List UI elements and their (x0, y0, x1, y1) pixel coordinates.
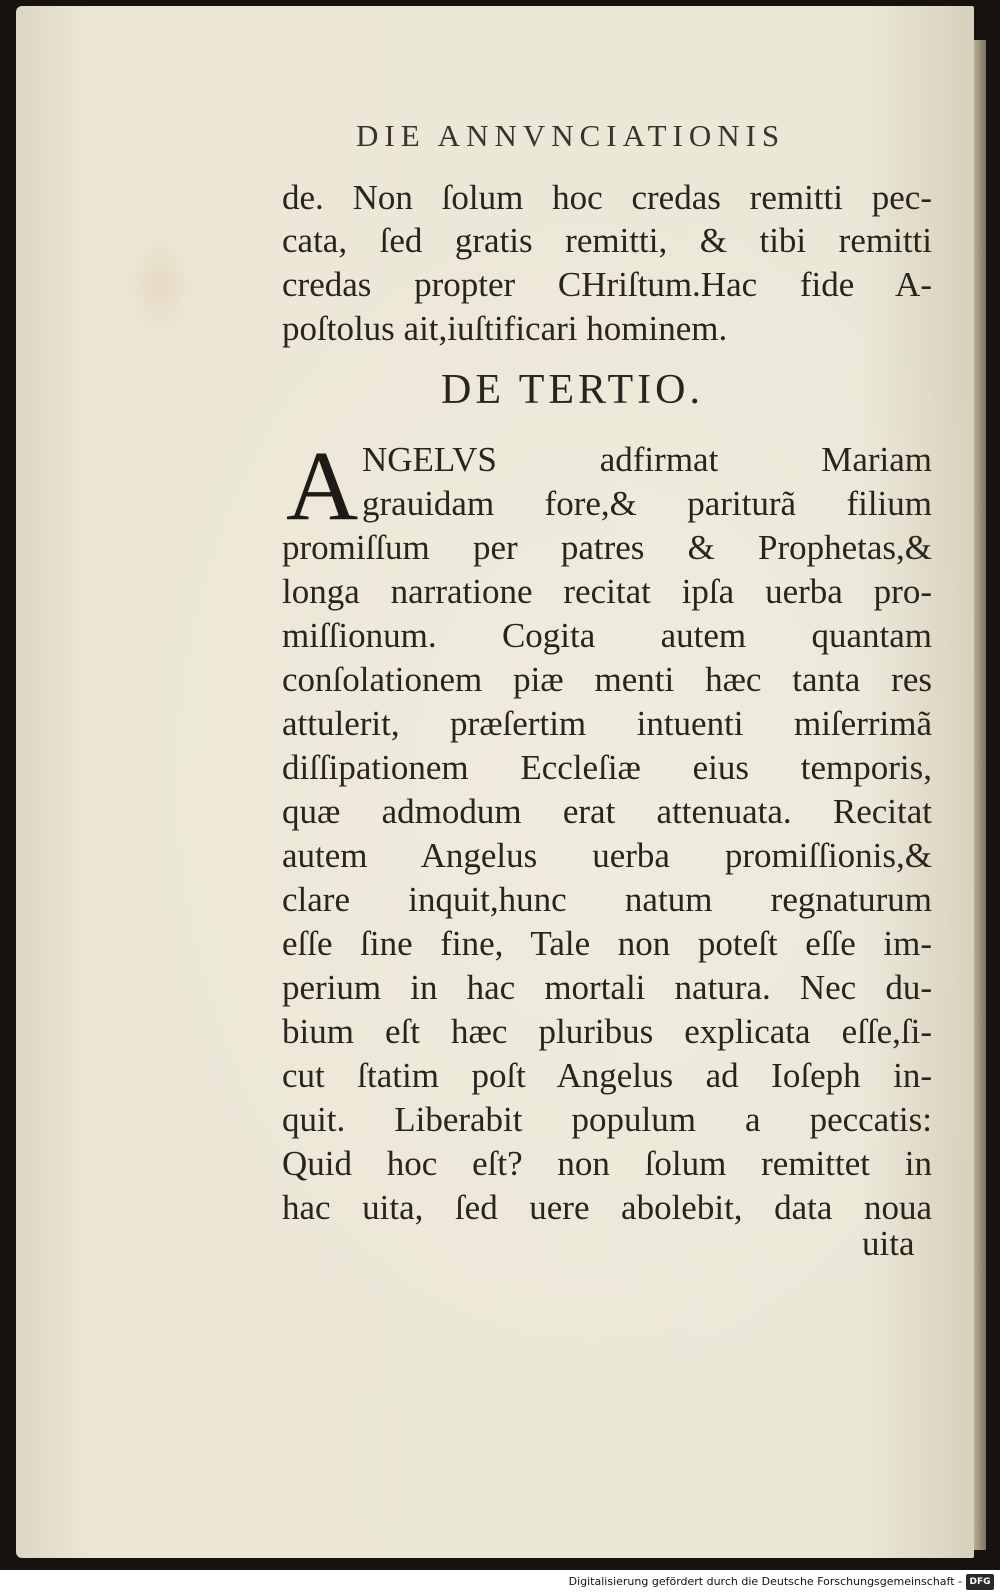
text-line: cut ſtatim poſt Angelus ad Ioſeph in- (282, 1056, 932, 1095)
text-line: miſſionum. Cogita autem quantam (282, 616, 932, 655)
text-line: perium in hac mortali natura. Nec du- (282, 968, 932, 1007)
dfg-logo-icon: DFG (966, 1574, 994, 1590)
text-line: eſſe ſine fine, Tale non poteſt eſſe im- (282, 924, 932, 963)
text-line: quit. Liberabit populum a peccatis: (282, 1100, 932, 1139)
book-page (16, 6, 974, 1558)
text-line: grauidam fore,& pariturã filium (362, 484, 932, 523)
text-line: promiſſum per patres & Prophetas,& (282, 528, 932, 567)
footer-bar (0, 1570, 1000, 1596)
running-head: DIE ANNVNCIATIONIS (356, 118, 786, 153)
text-line: longa narratione recitat ipſa uerba pro- (282, 572, 932, 611)
text-line: diſſipationem Eccleſiæ eius temporis, (282, 748, 932, 787)
text-line: autem Angelus uerba promiſſionis,& (282, 836, 932, 875)
text-line: de. Non ſolum hoc credas remitti pec- (282, 178, 932, 217)
text-line: cata, ſed gratis remitti, & tibi remitti (282, 221, 932, 260)
page-edge (974, 40, 986, 1550)
text-line: conſolationem piæ menti hæc tanta res (282, 660, 932, 699)
text-line: NGELVS adfirmat Mariam (362, 440, 932, 479)
text-line: hac uita, ſed uere abolebit, data noua (282, 1188, 932, 1227)
text-line: bium eſt hæc pluribus explicata eſſe,ſi- (282, 1012, 932, 1051)
footer-credit: Digitalisierung gefördert durch die Deutsche Forschungsgemeinschaft - (568, 1575, 962, 1588)
text-line: clare inquit,hunc natum regnaturum (282, 880, 932, 919)
catchword: uita (862, 1224, 915, 1263)
text-line: Quid hoc eſt? non ſolum remittet in (282, 1144, 932, 1183)
drop-cap: A (286, 430, 359, 541)
text-line: poſtolus ait,iuſtificari hominem. (282, 309, 728, 348)
section-heading: DE TERTIO. (441, 367, 705, 413)
page-text (16, 6, 974, 1558)
text-line: credas propter CHriſtum.Hac fide A- (282, 265, 932, 304)
text-line: quæ admodum erat attenuata. Recitat (282, 792, 932, 831)
text-line: attulerit, præſertim intuenti miſerrimã (282, 704, 932, 743)
